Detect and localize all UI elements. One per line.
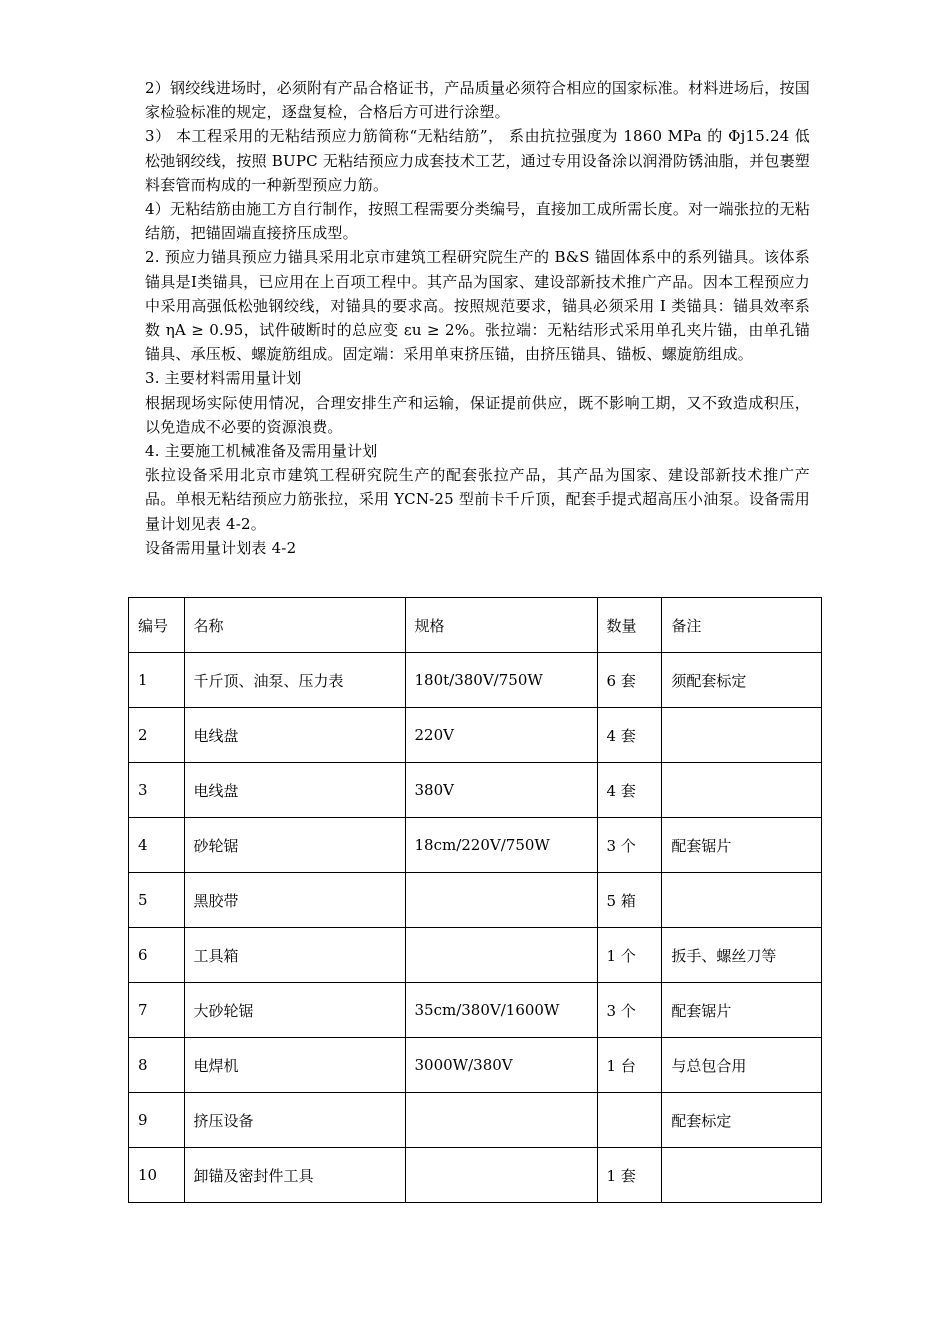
table-row xyxy=(129,708,822,763)
cell-remarks: 配套锯片 xyxy=(662,818,822,873)
section-3-body: 根据现场实际使用情况，合理安排生产和运输，保证提前供应，既不影响工期，又不致造成积压，以免造成不必要的资源浪费。 xyxy=(145,393,810,436)
cell-name: 黑胶带 xyxy=(184,873,405,928)
section-4-body: 张拉设备采用北京市建筑工程研究院生产的配套张拉产品，其产品为国家、建设部新技术推广产品。单根无粘结预应力筋张拉，采用 YCN-25 型前卡千斤顶，配套手提式超高压小油泵。设备需用量计划见表 4-2。 xyxy=(145,466,810,533)
cell-name: 千斤顶、油泵、压力表 xyxy=(184,653,405,708)
header-quantity: 数量 xyxy=(597,598,662,653)
table-row xyxy=(129,1093,822,1148)
paragraph-unbonded-tendon-definition: 3） 本工程采用的无粘结预应力筋简称“无粘结筋”， 系由抗拉强度为 1860 MPa 的 Φj15.24 低松弛钢绞线，按照 BUPC 无粘结预应力成套技术工艺，通过专用设备涂以润滑防锈油脂，并包裹塑料套管而构成的一种新型预应力筋。 xyxy=(145,127,810,194)
cell-quantity: 3 个 xyxy=(597,818,662,873)
cell-number: 6 xyxy=(129,928,185,983)
cell-spec xyxy=(405,1093,597,1148)
cell-number: 8 xyxy=(129,1038,185,1093)
paragraph-anchorage-system: 2. 预应力锚具预应力锚具采用北京市建筑工程研究院生产的 B&S 锚固体系中的系列锚具。该体系锚具是Ⅰ类锚具，已应用在上百项工程中。其产品为国家、建设部新技术推广产品。因本工程预应力中采用高强低松弛钢绞线，对锚具的要求高。按照规范要求，锚具必须采用 I 类锚具：锚具效率系数 ηA ≥ 0.95，试件破断时的总应变 εu ≥ 2%。张拉端：无粘结形式采用单孔夹片锚，由单孔锚锚具、承压板、螺旋筋组成。固定端：采用单束挤压锚，由挤压锚具、锚板、螺旋筋组成。 xyxy=(145,248,810,364)
paragraph-steel-strand-inspection: 2）钢绞线进场时，必须附有产品合格证书，产品质量必须符合相应的国家标准。材料进场后，按国家检验标准的规定，逐盘复检，合格后方可进行涂塑。 xyxy=(145,79,810,122)
cell-name: 工具箱 xyxy=(184,928,405,983)
cell-quantity: 1 台 xyxy=(597,1038,662,1093)
cell-remarks xyxy=(662,873,822,928)
cell-name: 挤压设备 xyxy=(184,1093,405,1148)
cell-quantity: 1 个 xyxy=(597,928,662,983)
cell-name: 电焊机 xyxy=(184,1038,405,1093)
section-3-heading: 3. 主要材料需用量计划 xyxy=(145,369,302,388)
table-row xyxy=(129,928,822,983)
cell-remarks: 配套标定 xyxy=(662,1093,822,1148)
table-row xyxy=(129,1148,822,1203)
header-name: 名称 xyxy=(184,598,405,653)
paragraph-unbonded-tendon-fabrication: 4）无粘结筋由施工方自行制作，按照工程需要分类编号，直接加工成所需长度。对一端张拉的无粘结筋，把锚固端直接挤压成型。 xyxy=(145,200,810,243)
cell-number: 1 xyxy=(129,653,185,708)
cell-quantity: 6 套 xyxy=(597,653,662,708)
cell-number: 10 xyxy=(129,1148,185,1203)
cell-quantity: 5 箱 xyxy=(597,873,662,928)
cell-spec: 380V xyxy=(405,763,597,818)
cell-quantity: 3 个 xyxy=(597,983,662,1038)
cell-name: 砂轮锯 xyxy=(184,818,405,873)
header-number: 编号 xyxy=(129,598,185,653)
cell-name: 卸锚及密封件工具 xyxy=(184,1148,405,1203)
table-header-row xyxy=(129,598,822,653)
cell-remarks xyxy=(662,1148,822,1203)
cell-spec xyxy=(405,873,597,928)
cell-quantity: 4 套 xyxy=(597,708,662,763)
cell-number: 7 xyxy=(129,983,185,1038)
body-text xyxy=(145,76,810,560)
table-row xyxy=(129,1038,822,1093)
cell-remarks: 扳手、螺丝刀等 xyxy=(662,928,822,983)
table-row xyxy=(129,818,822,873)
cell-number: 5 xyxy=(129,873,185,928)
cell-name: 电线盘 xyxy=(184,763,405,818)
cell-remarks: 配套锯片 xyxy=(662,983,822,1038)
table-row xyxy=(129,763,822,818)
table-row xyxy=(129,983,822,1038)
table-row xyxy=(129,653,822,708)
cell-name: 大砂轮锯 xyxy=(184,983,405,1038)
header-spec: 规格 xyxy=(405,598,597,653)
cell-number: 9 xyxy=(129,1093,185,1148)
cell-number: 2 xyxy=(129,708,185,763)
cell-remarks: 与总包合用 xyxy=(662,1038,822,1093)
cell-name: 电线盘 xyxy=(184,708,405,763)
header-remarks: 备注 xyxy=(662,598,822,653)
equipment-table xyxy=(128,597,822,1203)
cell-spec xyxy=(405,1148,597,1203)
cell-remarks xyxy=(662,763,822,818)
cell-spec xyxy=(405,928,597,983)
cell-quantity xyxy=(597,1093,662,1148)
cell-quantity: 4 套 xyxy=(597,763,662,818)
cell-quantity: 1 套 xyxy=(597,1148,662,1203)
cell-spec: 35cm/380V/1600W xyxy=(405,983,597,1038)
table-caption: 设备需用量计划表 4-2 xyxy=(145,538,297,557)
cell-number: 3 xyxy=(129,763,185,818)
section-4-heading: 4. 主要施工机械准备及需用量计划 xyxy=(145,442,378,461)
cell-spec: 220V xyxy=(405,708,597,763)
cell-remarks: 须配套标定 xyxy=(662,653,822,708)
cell-spec: 180t/380V/750W xyxy=(405,653,597,708)
cell-remarks xyxy=(662,708,822,763)
cell-spec: 3000W/380V xyxy=(405,1038,597,1093)
cell-number: 4 xyxy=(129,818,185,873)
cell-spec: 18cm/220V/750W xyxy=(405,818,597,873)
table-row xyxy=(129,873,822,928)
